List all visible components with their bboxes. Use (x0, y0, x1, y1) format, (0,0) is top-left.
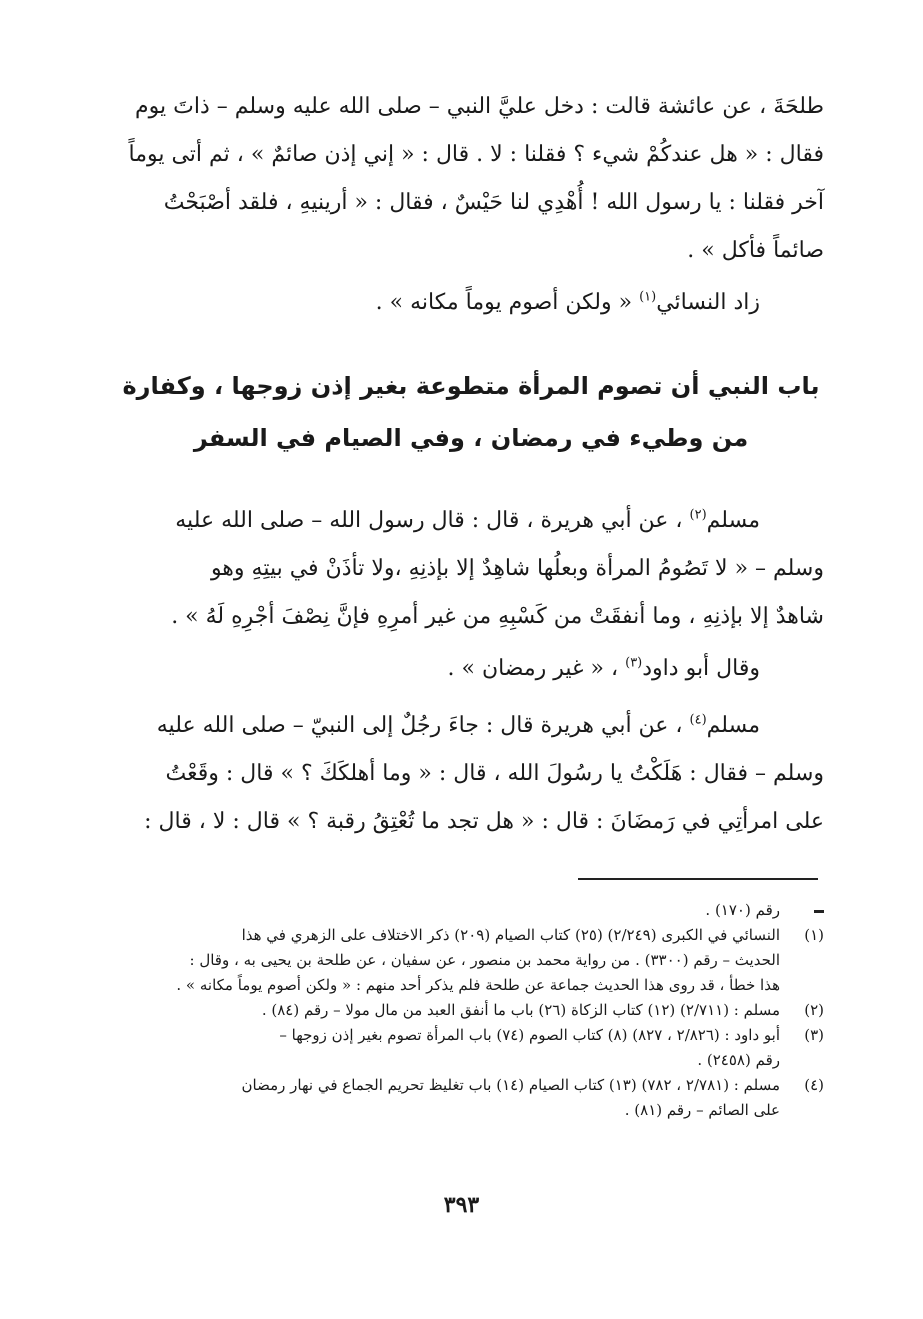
footnote-4 (118, 1073, 824, 1123)
footnote-line: النسائي في الكبرى (٢/٢٤٩) (٢٥) كتاب الصيام (٢٠٩) ذكر الاختلاف على الزهري في هذا (241, 926, 780, 944)
nasai-addition (118, 279, 824, 327)
footnote-line: أبو داود : (٢/٨٢٦ ، ٨٢٧) (٨) كتاب الصوم (٧٤) باب المرأة تصوم بغير إذن زوجها – (279, 1026, 780, 1044)
footnote-number: (٢) (804, 1001, 824, 1019)
abu-dawud-addition (118, 645, 824, 693)
footnote-line: هذا خطأ ، قد روى هذا الحديث جماعة عن طلحة فلم يذكر أحد منهم : « ولكن أصوم يوماً مكانه » . (176, 976, 780, 994)
text-segment: ، عن أبي هريرة ، قال : قال رسول الله – صلى الله عليه (175, 508, 690, 533)
text-line (118, 645, 824, 693)
text-line: على امرأتِي في رَمضَانَ : قال : « هل تجد ما تُعْتِقُ رقبة ؟ » قال : لا ، قال : (144, 809, 824, 834)
footnote-ref: (١) (639, 289, 657, 305)
footnote-line: مسلم : (٢/٧٨١ ، ٧٨٢) (١٣) كتاب الصيام (١٤) باب تغليظ تحريم الجماع في نهار رمضان (241, 1076, 780, 1094)
heading-line: من وطيء في رمضان ، وفي الصيام في السفر (193, 424, 749, 452)
continuation-mark (780, 898, 824, 923)
hadith-paragraph-abu-hurayra-1 (118, 497, 824, 641)
text-line: صائماً فأكل » . (687, 238, 824, 263)
text-segment: « ولكن أصوم يوماً مكانه » . (375, 290, 640, 315)
footnote-separator (578, 878, 818, 880)
text-line (118, 702, 824, 750)
footnote-3 (118, 1023, 824, 1073)
text-segment: مسلم (706, 508, 760, 533)
heading-line: باب النبي أن تصوم المرأة متطوعة بغير إذن زوجها ، وكفارة (122, 372, 820, 400)
footnote-number: (٤) (804, 1076, 824, 1094)
footnote-number: (١) (804, 926, 824, 944)
footnote-ref: (٤) (689, 712, 707, 728)
text-segment: ، « غير رمضان » . (447, 656, 626, 681)
text-segment: زاد النسائي (656, 290, 760, 315)
footnote-2 (118, 998, 824, 1023)
text-line: وسلم – « لا تَصُومُ المرأة وبعلُها شاهِدٌ إلا بإذنِهِ ،ولا تأذَنْ في بيتِهِ وهو (210, 556, 824, 581)
page-number: ٣٩٣ (443, 1192, 480, 1218)
footnote-number: (٣) (804, 1026, 824, 1044)
footnote-line: على الصائم – رقم (٨١) . (624, 1101, 780, 1119)
dash-mark (814, 910, 824, 913)
footnote-continuation (118, 898, 824, 923)
footnotes (118, 898, 824, 1123)
text-line (118, 497, 824, 545)
footnote-line: الحديث – رقم (٣٣٠٠) . من رواية محمد بن منصور ، عن سفيان ، عن طلحة بن يحيى به ، وقال : (189, 951, 780, 969)
footnote-line: رقم (٢٤٥٨) . (697, 1051, 780, 1069)
text-segment: ، عن أبي هريرة قال : جاءَ رجُلٌ إلى النبيّ – صلى الله عليه (156, 713, 690, 738)
text-segment: مسلم (706, 713, 760, 738)
text-line: طلحَةَ ، عن عائشة قالت : دخل عليَّ النبي – صلى الله عليه وسلم – ذاتَ يوم (135, 94, 824, 119)
footnote-ref: (٣) (625, 655, 643, 671)
text-line: آخر فقلنا : يا رسول الله ! أُهْدِي لنا حَيْسٌ ، فقال : « أرينيهِ ، فلقد أصْبَحْتُ (163, 190, 824, 215)
hadith-paragraph-aisha (118, 83, 824, 275)
text-segment: وقال أبو داود (642, 656, 760, 681)
footnote-line: مسلم : (٢/٧١١) (١٢) كتاب الزكاة (٢٦) باب ما أنفق العبد من مال مولا – رقم (٨٤) . (261, 1001, 780, 1019)
footnote-ref: (٢) (689, 507, 707, 523)
text-line: وسلم – فقال : هَلَكْتُ يا رسُولَ الله ، قال : « وما أهلكَكَ ؟ » قال : وقَعْتُ (165, 761, 824, 786)
footnote-1 (118, 923, 824, 998)
hadith-paragraph-abu-hurayra-2 (118, 702, 824, 846)
text-line: فقال : « هل عندكُمْ شيء ؟ فقلنا : لا . قال : « إني إذن صائمٌ » ، ثم أتى يوماً (128, 142, 824, 167)
chapter-heading (118, 360, 824, 464)
footnote-line: رقم (١٧٠) . (705, 901, 780, 919)
text-line: شاهدٌ إلا بإذنِهِ ، وما أنفقَتْ من كَسْبِهِ من غير أمرِهِ فإنَّ نِصْفَ أجْرِهِ لَهُ » . (171, 604, 824, 629)
text-line (118, 279, 824, 327)
